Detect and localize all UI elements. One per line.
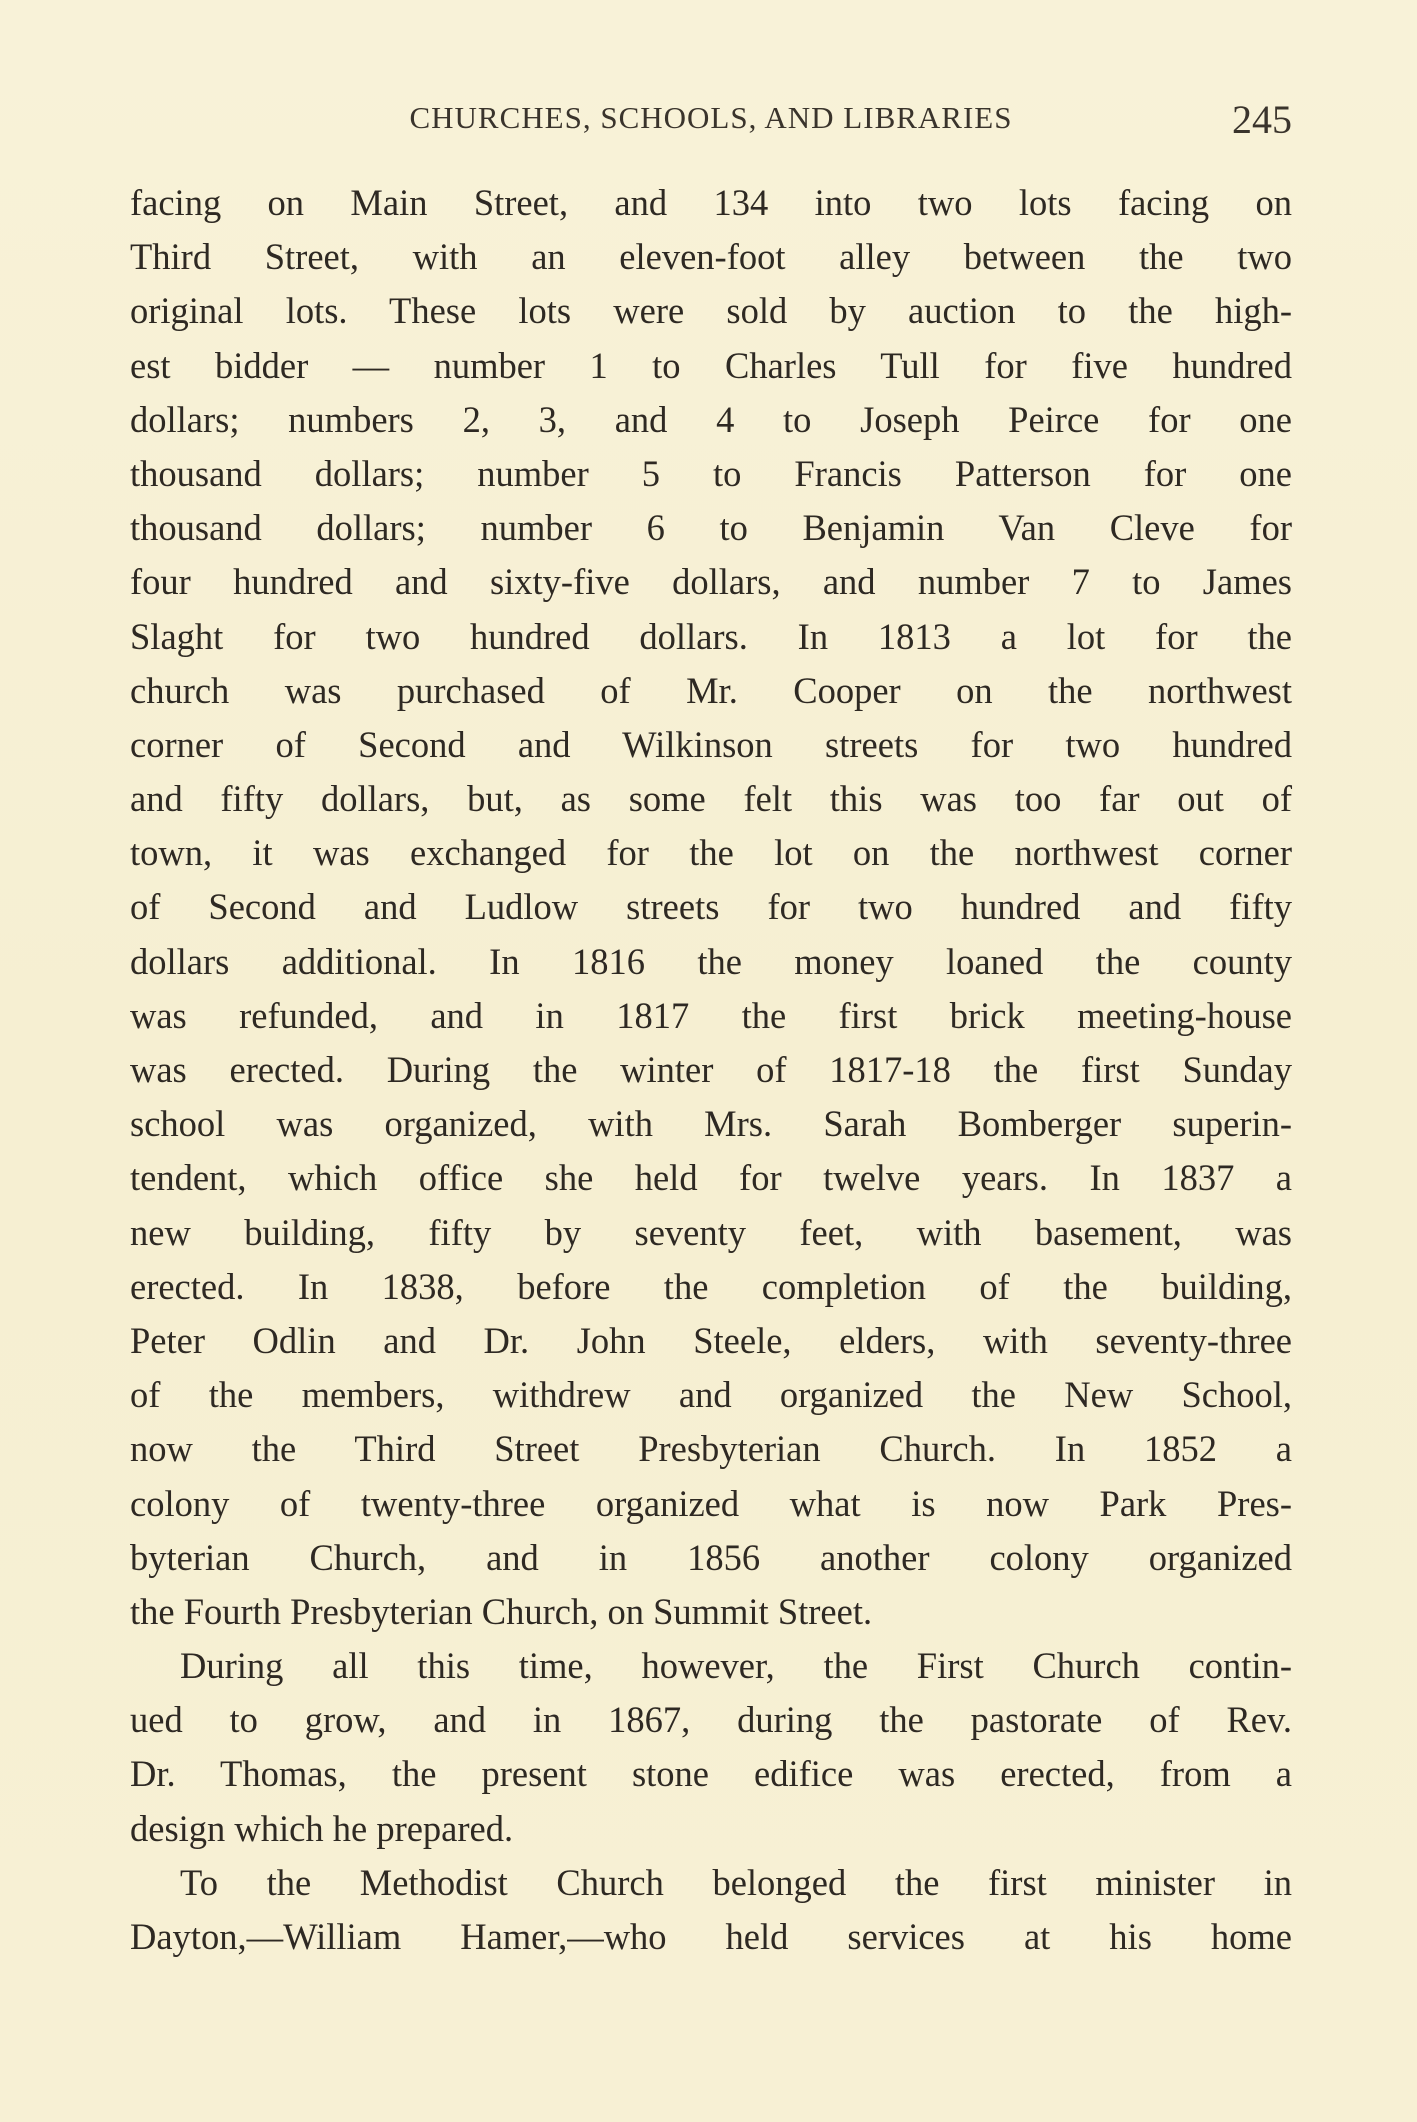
text-line: facing on Main Street, and 134 into two lots facing on xyxy=(130,182,1292,223)
text-line: To the Methodist Church belonged the first minister in xyxy=(180,1861,1292,1903)
text-line: Peter Odlin and Dr. John Steele, elders, with seventy-three xyxy=(130,1319,1292,1361)
text-line: of the members, withdrew and organized the New School, xyxy=(130,1374,1292,1416)
text-line: four hundred and sixty-five dollars, and number 7 to James xyxy=(130,561,1292,603)
text-line: Slaght for two hundred dollars. In 1813 a lot for the xyxy=(130,615,1292,657)
text-line: corner of Second and Wilkinson streets for two hundred xyxy=(130,723,1292,765)
text-line: erected. In 1838, before the completion of the building, xyxy=(130,1265,1292,1307)
text-line: dollars; numbers 2, 3, and 4 to Joseph Peirce for one xyxy=(130,398,1292,440)
text-line: Third Street, with an eleven-foot alley between the two xyxy=(130,236,1292,278)
text-line: and fifty dollars, but, as some felt this was too far out of xyxy=(130,778,1292,820)
text-line: of Second and Ludlow streets for two hundred and fifty xyxy=(130,886,1292,928)
text-line: original lots. These lots were sold by auction to the high- xyxy=(130,290,1292,332)
page-number: 245 xyxy=(1232,97,1292,142)
text-line: Dr. Thomas, the present stone edifice was erected, from a xyxy=(130,1753,1292,1795)
text-line: was refunded, and in 1817 the first brick meeting-house xyxy=(130,994,1292,1036)
text-line: est bidder — number 1 to Charles Tull for five hundred xyxy=(130,344,1292,386)
text-line: new building, fifty by seventy feet, with basement, was xyxy=(130,1211,1292,1253)
text-line: During all this time, however, the First Church contin- xyxy=(180,1645,1292,1687)
text-line: thousand dollars; number 6 to Benjamin Van Cleve for xyxy=(130,507,1292,549)
running-title: CHURCHES, SCHOOLS, AND LIBRARIES xyxy=(409,100,1013,135)
running-head xyxy=(130,97,1292,150)
text-line: thousand dollars; number 5 to Francis Patterson for one xyxy=(130,452,1292,494)
text-line: dollars additional. In 1816 the money loaned the county xyxy=(130,940,1292,982)
text-line: colony of twenty-three organized what is now Park Pres- xyxy=(130,1482,1292,1524)
text-line: church was purchased of Mr. Cooper on the northwest xyxy=(130,669,1292,711)
text-line: school was organized, with Mrs. Sarah Bomberger superin- xyxy=(130,1103,1292,1145)
text-line: Dayton,—William Hamer,—who held services at his home xyxy=(130,1916,1292,1957)
text-line: now the Third Street Presbyterian Church. In 1852 a xyxy=(130,1428,1292,1470)
text-line: was erected. During the winter of 1817-18 the first Sunday xyxy=(130,1049,1292,1090)
text-line: design which he prepared. xyxy=(130,1807,514,1849)
text-line: ued to grow, and in 1867, during the pastorate of Rev. xyxy=(130,1699,1292,1741)
body-text xyxy=(130,176,1292,1964)
text-line: town, it was exchanged for the lot on the northwest corner xyxy=(130,832,1292,874)
text-line: the Fourth Presbyterian Church, on Summit Street. xyxy=(130,1590,873,1632)
text-line: tendent, which office she held for twelve years. In 1837 a xyxy=(130,1157,1292,1199)
text-line: byterian Church, and in 1856 another colony organized xyxy=(130,1536,1292,1578)
